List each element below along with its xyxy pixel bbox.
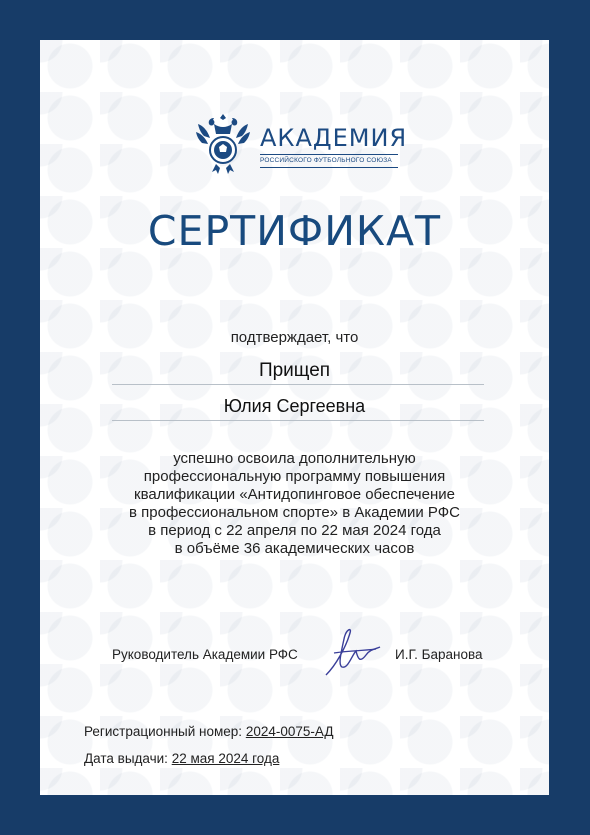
recipient-surname: Прищеп bbox=[258, 360, 331, 381]
certificate-body bbox=[100, 450, 489, 558]
brand-divider-top bbox=[260, 154, 398, 155]
registration-label: Регистрационный номер: bbox=[84, 724, 243, 739]
academy-name: АКАДЕМИЯ bbox=[260, 124, 408, 152]
registration-value: 2024-0075-АД bbox=[245, 724, 334, 739]
academy-subtitle: РОССИЙСКОГО ФУТБОЛЬНОГО СОЮЗА bbox=[260, 157, 392, 164]
body-line: в период с 22 апреля по 22 мая 2024 года bbox=[148, 522, 441, 539]
certificate-title: СЕРТИФИКАТ bbox=[147, 207, 442, 255]
academy-logo bbox=[194, 110, 408, 178]
body-line: профессиональную программу повышения bbox=[143, 468, 446, 485]
confirms-text: подтверждает, что bbox=[230, 329, 359, 346]
brand-divider-bottom bbox=[260, 167, 398, 168]
issue-value: 22 мая 2024 года bbox=[171, 751, 280, 766]
body-line: успешно освоила дополнительную bbox=[173, 450, 416, 467]
signatory-role: Руководитель Академии РФС bbox=[112, 647, 298, 662]
registration-number bbox=[84, 724, 333, 739]
issue-date bbox=[84, 751, 279, 766]
body-line: квалификации «Антидопинговое обеспечение bbox=[134, 486, 455, 503]
handwritten-signature bbox=[316, 625, 384, 681]
given-names-underline bbox=[112, 420, 484, 421]
surname-underline bbox=[112, 384, 484, 385]
signatory-name: И.Г. Баранова bbox=[395, 647, 483, 662]
issue-label: Дата выдачи: bbox=[84, 751, 168, 766]
certificate-sheet bbox=[40, 40, 549, 795]
body-line: в объёме 36 академических часов bbox=[174, 540, 415, 557]
recipient-given-names: Юлия Сергеевна bbox=[223, 396, 366, 416]
eagle-football-emblem-icon bbox=[194, 110, 252, 178]
body-line: в профессиональном спорте» в Академии РФС bbox=[129, 504, 460, 521]
